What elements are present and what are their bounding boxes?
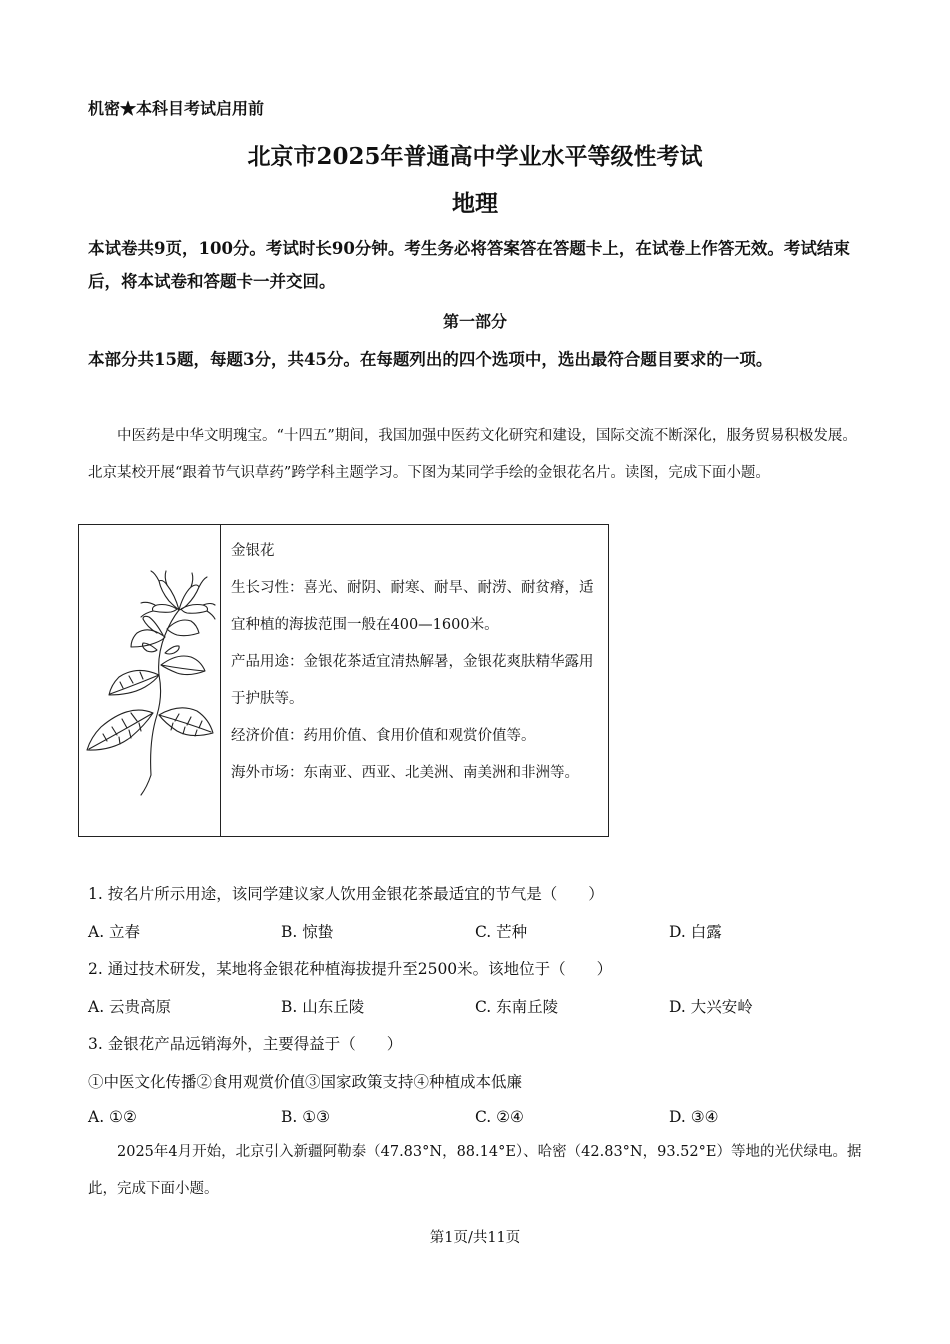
exam-title: 北京市2025年普通高中学业水平等级性考试 (247, 143, 703, 170)
confidential-label: 机密★本科目考试启用前 (88, 99, 265, 118)
passage-honeysuckle: 中医药是中华文明瑰宝。“十四五”期间，我国加强中医药文化研究和建设，国际交流不断深化，服务贸易积极发展。北京某校开展“跟着节气识草药”跨学科主题学习。下图为某同学手绘的金银花名片。读图，完成下面小题。 (88, 428, 857, 481)
question-3-option-d[interactable]: D. ③④ (669, 1108, 719, 1126)
honeysuckle-card (78, 524, 609, 837)
question-1-option-c[interactable]: C. 芒种 (475, 923, 528, 941)
question-1-option-a[interactable]: A. 立春 (88, 923, 141, 941)
card-growth-habit: 生长习性：喜光、耐阴、耐寒、耐旱、耐涝、耐贫瘠，适宜种植的海拔范围一般在400—1600米。 (231, 580, 594, 633)
question-2-option-c[interactable]: C. 东南丘陵 (475, 998, 559, 1016)
question-3-factors: ①中医文化传播②食用观赏价值③国家政策支持④种植成本低廉 (88, 1073, 523, 1091)
page-number: 第1页/共11页 (429, 1230, 521, 1246)
card-text (231, 533, 601, 792)
card-product-use: 产品用途：金银花茶适宜清热解暑，金银花爽肤精华露用于护肤等。 (231, 654, 594, 707)
honeysuckle-illustration (79, 525, 221, 836)
card-plant-name: 金银花 (231, 543, 275, 559)
part-description: 本部分共15题，每题3分，共45分。在每题列出的四个选项中，选出最符合题目要求的一项。 (88, 350, 773, 369)
card-overseas-market: 海外市场：东南亚、西亚、北美洲、南美洲和非洲等。 (231, 765, 579, 781)
question-3-option-c[interactable]: C. ②④ (475, 1108, 524, 1126)
question-3-option-a[interactable]: A. ①② (88, 1108, 137, 1126)
card-economic-value: 经济价值：药用价值、食用价值和观赏价值等。 (231, 728, 536, 744)
exam-notice: 本试卷共9页，100分。考试时长90分钟。考生务必将答案答在答题卡上，在试卷上作答无效。考试结束后，将本试卷和答题卡一并交回。 (88, 239, 850, 291)
subject-title: 地理 (452, 190, 498, 217)
question-2-option-b[interactable]: B. 山东丘陵 (281, 998, 365, 1016)
question-2-option-d[interactable]: D. 大兴安岭 (669, 998, 753, 1016)
question-1-option-d[interactable]: D. 白露 (669, 923, 722, 941)
question-1-option-b[interactable]: B. 惊蛰 (281, 923, 334, 941)
question-3-stem: 3. 金银花产品远销海外，主要得益于（ ） (88, 1035, 403, 1053)
question-3-option-b[interactable]: B. ①③ (281, 1108, 331, 1126)
honeysuckle-drawing-icon (79, 525, 220, 836)
question-2-option-a[interactable]: A. 云贵高原 (88, 998, 172, 1016)
part-title: 第一部分 (442, 312, 507, 331)
question-1-stem: 1. 按名片所示用途，该同学建议家人饮用金银花茶最适宜的节气是（ ） (88, 885, 604, 903)
passage-solar-power: 2025年4月开始，北京引入新疆阿勒泰（47.83°N，88.14°E）、哈密（42.83°N，93.52°E）等地的光伏绿电。据此，完成下面小题。 (88, 1144, 862, 1197)
question-2-stem: 2. 通过技术研发，某地将金银花种植海拔提升至2500米。该地位于（ ） (88, 960, 613, 978)
